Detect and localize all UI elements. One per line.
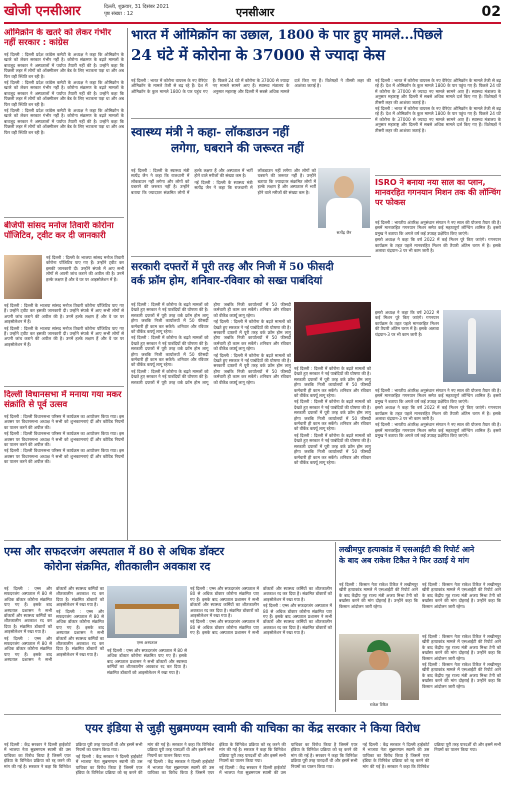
rocket-shape (468, 318, 476, 374)
horizontal-divider (4, 540, 501, 541)
story-headline: ओमिक्रोन के खतरे को लेकर गंभीर नहीं सरकार : कांग्रेस (4, 28, 111, 48)
lakhimpur-body-continued: नई दिल्ली : किसान नेता राकेश टिकैत ने लखीमपुर खीरी हत्याकांड मामले में एसआईटी की रिपोर्ट आने के बाद केंद्रीय गृह राज्य मंत्री अजय मिश्रा टेनी को बर्खास्त करने की मांग दोहराई है। उन्होंने कहा कि किसान आंदोलन जारी रहेगा। नई दिल्ली : किसान नेता राकेश टिकैत ने लखीमपुर खीरी हत्याकांड मामले में एसआईटी की रिपोर्ट आने के बाद केंद्रीय गृह राज्य मंत्री अजय मिश्रा टेनी को बर्खास्त करने की मांग दोहराई है। उन्होंने कहा कि किसान आंदोलन जारी रहेगा। (422, 634, 501, 689)
story-headline: दिल्ली विधानसभा में मनाया गया मकर संक्रांति से पूर्व उत्सव (4, 390, 122, 410)
health-body: नई दिल्ली : दिल्ली के स्वास्थ्य मंत्री सत्येंद्र जैन ने कहा कि राजधानी में लॉकडाउन नहीं लगेगा और लोगों को घबराने की जरूरत नहीं है। उन्होंने बताया कि ज्यादातर संक्रमित लोगों में हल्के लक्षण हैं और अस्पताल में भर्ती होने वाले मरीजों की संख्या कम है। नई दिल्ली : दिल्ली के स्वास्थ्य मंत्री सत्येंद्र जैन ने कहा कि राजधानी में लॉकडाउन नहीं लगेगा और लोगों को घबराने की जरूरत नहीं है। उन्होंने बताया कि ज्यादातर संक्रमित लोगों में हल्के लक्षण हैं और अस्पताल में भर्ती होने वाले मरीजों की संख्या कम है। (131, 168, 316, 195)
photo-caption: एम्स अस्पताल (136, 640, 158, 645)
satyendar-jain-photo (318, 168, 370, 228)
isro-body-more: नई दिल्ली : भारतीय अंतरिक्ष अनुसंधान संगठन ने नए साल की योजना तैयार की है। इसमें मानवरहित गगनयान मिशन समेत कई महत्वपूर्ण लॉन्चिंग शामिल हैं। इसरो प्रमुख ने बताया कि अगले वर्ष कई उपग्रह प्रक्षेपित किए जाएंगे। इसरो अध्यक्ष ने कहा कि वर्ष 2022 में कई मिशन पूरे किए जाएंगे। गगनयान कार्यक्रम के तहत पहले मानवरहित मिशन की तैयारी अंतिम चरण में है। इसके अलावा चंद्रयान-3 पर भी काम जारी है। नई दिल्ली : भारतीय अंतरिक्ष अनुसंधान संगठन ने नए साल की योजना तैयार की है। इसमें मानवरहित गगनयान मिशन समेत कई महत्वपूर्ण लॉन्चिंग शामिल हैं। इसरो प्रमुख ने बताया कि अगले वर्ष कई उपग्रह प्रक्षेपित किए जाएंगे। (375, 388, 501, 439)
photo-caption: राकेश टिकैत (369, 702, 389, 707)
isro-body-continued: इसरो अध्यक्ष ने कहा कि वर्ष 2022 में कई मिशन पूरे किए जाएंगे। गगनयान कार्यक्रम के तहत पहले मानवरहित मिशन की तैयारी अंतिम चरण में है। इसके अलावा चंद्रयान-3 पर भी काम जारी है। (375, 310, 439, 337)
lakhimpur-headline-line2: के बाद अब राकेश टिकैत ने फिर उठाई ये मांग (339, 556, 470, 565)
rakesh-tikait-photo (339, 634, 419, 700)
masthead-meta (104, 4, 254, 18)
aiims-body: नई दिल्ली : एम्स और सफदरजंग अस्पताल में 80 से अधिक डॉक्टर कोरोना संक्रमित पाए गए हैं। इसके बाद अस्पताल प्रशासन ने सभी डॉक्टरों और स्वास्थ्य कर्मियों का शीतकालीन अवकाश रद कर दिया है। संक्रमित डॉक्टरों को आइसोलेशन में रखा गया है। नई दिल्ली : एम्स और सफदरजंग अस्पताल में 80 से अधिक डॉक्टर कोरोना संक्रमित पाए गए हैं। इसके बाद अस्पताल प्रशासन ने सभी डॉक्टरों और स्वास्थ्य कर्मियों का शीतकालीन अवकाश रद कर दिया है। संक्रमित डॉक्टरों को आइसोलेशन में रखा गया है। नई दिल्ली : एम्स और सफदरजंग अस्पताल में 80 से अधिक डॉक्टर कोरोना संक्रमित पाए गए हैं। इसके बाद अस्पताल प्रशासन ने सभी डॉक्टरों और स्वास्थ्य कर्मियों का शीतकालीन अवकाश रद कर दिया है। संक्रमित डॉक्टरों को आइसोलेशन में रखा गया है। (4, 586, 104, 663)
masthead-pages: पृष्ठ संख्या : 12 (104, 11, 134, 17)
airindia-body-block (4, 742, 501, 798)
building-shape (115, 608, 179, 634)
airindia-headline: एयर इंडिया से जुड़ी सुब्रमण्यम स्वामी की याचिका का केंद्र सरकार ने किया विरोध (85, 721, 420, 735)
aiims-headline-line1: एम्स और सफदरजंग अस्पताल में 80 से अधिक डॉक्टर (4, 545, 225, 558)
lead-headline-block (131, 28, 501, 76)
lead-body-block (131, 78, 371, 116)
divider (375, 175, 501, 176)
health-headline-block (131, 124, 371, 166)
rocket-photo (443, 310, 501, 382)
aiims-body-right (190, 586, 332, 712)
airindia-body: नई दिल्ली : केंद्र सरकार ने दिल्ली हाईकोर्ट में भाजपा नेता सुब्रमण्यम स्वामी की उस याचिका का विरोध किया है जिसमें एयर इंडिया के विनिवेश प्रक्रिया को रद्द करने की मांग की गई है। सरकार ने कहा कि विनिवेश प्रक्रिया पूरी तरह पारदर्शी थी और इसमें सभी नियमों का पालन किया गया। नई दिल्ली : केंद्र सरकार ने दिल्ली हाईकोर्ट में भाजपा नेता सुब्रमण्यम स्वामी की उस याचिका का विरोध किया है जिसमें एयर इंडिया के विनिवेश प्रक्रिया को रद्द करने की मांग की गई है। सरकार ने कहा कि विनिवेश प्रक्रिया पूरी तरह पारदर्शी थी और इसमें सभी नियमों का पालन किया गया। नई दिल्ली : केंद्र सरकार ने दिल्ली हाईकोर्ट में भाजपा नेता सुब्रमण्यम स्वामी की उस याचिका का विरोध किया है जिसमें एयर इंडिया के विनिवेश प्रक्रिया को रद्द करने की मांग की गई है। सरकार ने कहा कि विनिवेश प्रक्रिया पूरी तरह पारदर्शी थी और इसमें सभी नियमों का पालन किया गया। नई दिल्ली : केंद्र सरकार ने दिल्ली हाईकोर्ट में भाजपा नेता सुब्रमण्यम स्वामी की उस याचिका का विरोध किया है जिसमें एयर इंडिया के विनिवेश प्रक्रिया को रद्द करने की मांग की गई है। सरकार ने कहा कि विनिवेश प्रक्रिया पूरी तरह पारदर्शी थी और इसमें सभी नियमों का पालन किया गया। नई दिल्ली : केंद्र सरकार ने दिल्ली हाईकोर्ट में भाजपा नेता सुब्रमण्यम स्वामी की उस याचिका का विरोध किया है जिसमें एयर इंडिया के विनिवेश प्रक्रिया को रद्द करने की मांग की गई है। सरकार ने कहा कि विनिवेश प्रक्रिया पूरी तरह पारदर्शी थी और इसमें सभी नियमों का पालन किया गया। (4, 742, 501, 776)
aiims-body-continued: नई दिल्ली : एम्स और सफदरजंग अस्पताल में 80 से अधिक डॉक्टर कोरोना संक्रमित पाए गए हैं। इसके बाद अस्पताल प्रशासन ने सभी डॉक्टरों और स्वास्थ्य कर्मियों का शीतकालीन अवकाश रद कर दिया है। संक्रमित डॉक्टरों को आइसोलेशन में रखा गया है। (107, 648, 187, 675)
masthead (4, 2, 501, 24)
airindia-headline-block (4, 718, 501, 740)
lakhimpur-body: नई दिल्ली : किसान नेता राकेश टिकैत ने लखीमपुर खीरी हत्याकांड मामले में एसआईटी की रिपोर्ट आने के बाद केंद्रीय गृह राज्य मंत्री अजय मिश्रा टेनी को बर्खास्त करने की मांग दोहराई है। उन्होंने कहा कि किसान आंदोलन जारी रहेगा। नई दिल्ली : किसान नेता राकेश टिकैत ने लखीमपुर खीरी हत्याकांड मामले में एसआईटी की रिपोर्ट आने के बाद केंद्रीय गृह राज्य मंत्री अजय मिश्रा टेनी को बर्खास्त करने की मांग दोहराई है। उन्होंने कहा कि किसान आंदोलन जारी रहेगा। (339, 582, 501, 609)
story-body: नई दिल्ली : दिल्ली प्रदेश कांग्रेस कमेटी के अध्यक्ष ने कहा कि ओमिक्रोन के खतरे को लेकर सरकार गंभीर नहीं है। कोरोना संक्रमण के बढ़ते मामलों के बावजूद सरकार ने अस्पतालों में पर्याप्त तैयारी नहीं की है। उन्होंने कहा कि पिछली लहर में लोगों को ऑक्सीजन और बेड के लिए भटकना पड़ा था और अब फिर वही स्थिति बन रही है। नई दिल्ली : दिल्ली प्रदेश कांग्रेस कमेटी के अध्यक्ष ने कहा कि ओमिक्रोन के खतरे को लेकर सरकार गंभीर नहीं है। कोरोना संक्रमण के बढ़ते मामलों के बावजूद सरकार ने अस्पतालों में पर्याप्त तैयारी नहीं की है। उन्होंने कहा कि पिछली लहर में लोगों को ऑक्सीजन और बेड के लिए भटकना पड़ा था और अब फिर वही स्थिति बन रही है। नई दिल्ली : दिल्ली प्रदेश कांग्रेस कमेटी के अध्यक्ष ने कहा कि ओमिक्रोन के खतरे को लेकर सरकार गंभीर नहीं है। कोरोना संक्रमण के बढ़ते मामलों के बावजूद सरकार ने अस्पतालों में पर्याप्त तैयारी नहीं की है। उन्होंने कहा कि पिछली लहर में लोगों को ऑक्सीजन और बेड के लिए भटकना पड़ा था और अब फिर वही स्थिति बन रही है। (4, 52, 124, 135)
health-body-block (131, 168, 316, 254)
manoj-tiwari-photo (4, 255, 42, 299)
lakhimpur-headline-line1: लखीमपुर हत्याकांड में एसआईटी की रिपोर्ट आने (339, 545, 475, 554)
column-divider (127, 28, 128, 540)
story-body-continued: नई दिल्ली : दिल्ली के भाजपा सांसद मनोज तिवारी कोरोना पॉजिटिव पाए गए हैं। उन्होंने ट्वीट कर इसकी जानकारी दी। उन्होंने संपर्क में आए सभी लोगों से अपनी जांच कराने की अपील की है। उनमें हल्के लक्षण हैं और वे घर पर आइसोलेशन में हैं। नई दिल्ली : दिल्ली के भाजपा सांसद मनोज तिवारी कोरोना पॉजिटिव पाए गए हैं। उन्होंने ट्वीट कर इसकी जानकारी दी। उन्होंने संपर्क में आए सभी लोगों से अपनी जांच कराने की अपील की है। उनमें हल्के लक्षण हैं और वे घर पर आइसोलेशन में हैं। (4, 303, 124, 347)
face-shape (334, 176, 354, 198)
health-headline-line1: स्वास्थ्य मंत्री ने कहा- लॉकडाउन नहीं (131, 125, 289, 139)
story-body: नई दिल्ली : दिल्ली के भाजपा सांसद मनोज तिवारी कोरोना पॉजिटिव पाए गए हैं। उन्होंने ट्वीट कर इसकी जानकारी दी। उन्होंने संपर्क में आए सभी लोगों से अपनी जांच कराने की अपील की है। उनमें हल्के लक्षण हैं और वे घर पर आइसोलेशन में हैं। (46, 255, 124, 282)
column-divider (335, 542, 336, 712)
wfh-body: नई दिल्ली : दिल्ली में कोरोना के बढ़ते मामलों को देखते हुए सरकार ने नई पाबंदियों की घोषणा की है। सरकारी दफ्तरों में पूरी तरह वर्क फ्रॉम होम लागू होगा जबकि निजी कार्यालयों में 50 फीसदी कर्मचारी ही काम कर सकेंगे। शनिवार और रविवार को वीकेंड कर्फ्यू लागू रहेगा। नई दिल्ली : दिल्ली में कोरोना के बढ़ते मामलों को देखते हुए सरकार ने नई पाबंदियों की घोषणा की है। सरकारी दफ्तरों में पूरी तरह वर्क फ्रॉम होम लागू होगा जबकि निजी कार्यालयों में 50 फीसदी कर्मचारी ही काम कर सकेंगे। शनिवार और रविवार को वीकेंड कर्फ्यू लागू रहेगा। नई दिल्ली : दिल्ली में कोरोना के बढ़ते मामलों को देखते हुए सरकार ने नई पाबंदियों की घोषणा की है। सरकारी दफ्तरों में पूरी तरह वर्क फ्रॉम होम लागू होगा जबकि निजी कार्यालयों में 50 फीसदी कर्मचारी ही काम कर सकेंगे। शनिवार और रविवार को वीकेंड कर्फ्यू लागू रहेगा। नई दिल्ली : दिल्ली में कोरोना के बढ़ते मामलों को देखते हुए सरकार ने नई पाबंदियों की घोषणा की है। सरकारी दफ्तरों में पूरी तरह वर्क फ्रॉम होम लागू होगा जबकि निजी कार्यालयों में 50 फीसदी कर्मचारी ही काम कर सकेंगे। शनिवार और रविवार को वीकेंड कर्फ्यू लागू रहेगा। नई दिल्ली : दिल्ली में कोरोना के बढ़ते मामलों को देखते हुए सरकार ने नई पाबंदियों की घोषणा की है। सरकारी दफ्तरों में पूरी तरह वर्क फ्रॉम होम लागू होगा जबकि निजी कार्यालयों में 50 फीसदी कर्मचारी ही काम कर सकेंगे। शनिवार और रविवार को वीकेंड कर्फ्यू लागू रहेगा। (131, 302, 291, 385)
lead-body: नई दिल्ली : भारत में कोरोना वायरस के नए वेरिएंट ओमिक्रॉन के मामले तेजी से बढ़ रहे हैं। देश में ओमिक्रॉन के कुल मामले 1800 के पार पहुंच गए हैं। पिछले 24 घंटे में कोरोना के 37000 से ज्यादा नए मामले सामने आए हैं। स्वास्थ्य मंत्रालय के अनुसार महाराष्ट्र और दिल्ली में सबसे अधिक मामले दर्ज किए गए हैं। विशेषज्ञों ने तीसरी लहर की आशंका जताई है। (131, 78, 371, 94)
story-body: नई दिल्ली : दिल्ली विधानसभा परिसर में कार्यक्रम का आयोजन किया गया। इस अवसर पर विधानसभा अध्यक्ष ने सभी को शुभकामनाएं दीं और कोविड नियमों का पालन करने की अपील की। नई दिल्ली : दिल्ली विधानसभा परिसर में कार्यक्रम का आयोजन किया गया। इस अवसर पर विधानसभा अध्यक्ष ने सभी को शुभकामनाएं दीं और कोविड नियमों का पालन करने की अपील की। नई दिल्ली : दिल्ली विधानसभा परिसर में कार्यक्रम का आयोजन किया गया। इस अवसर पर विधानसभा अध्यक्ष ने सभी को शुभकामनाएं दीं और कोविड नियमों का पालन करने की अपील की। (4, 414, 124, 465)
roof-shape (115, 604, 179, 609)
divider (4, 217, 124, 218)
wfh-headline-line2: वर्क फ्रॉम होम, शनिवार-रविवार को सख्त पाबंदियां (131, 275, 323, 287)
lead-headline-line1: भारत में ओमिक्रॉन का उछाल, 1800 के पार हुए मामले...पिछले (131, 28, 443, 43)
divider (4, 386, 124, 387)
masthead-date: दिल्ली, शुक्रवार, 31 दिसंबर 2021 (104, 4, 170, 10)
lockdown-photo (294, 302, 371, 362)
aiims-body-block (4, 586, 104, 712)
wfh-headline-line1: सरकारी दफ्तरों में पूरी तरह और निजी में 50 फीसदी (131, 261, 334, 273)
horizontal-divider (4, 714, 501, 715)
lead-headline-line2: 24 घंटे में कोरोना के 37000 से ज्यादा केस (131, 46, 386, 64)
isro-body: नई दिल्ली : भारतीय अंतरिक्ष अनुसंधान संगठन ने नए साल की योजना तैयार की है। इसमें मानवरहित गगनयान मिशन समेत कई महत्वपूर्ण लॉन्चिंग शामिल हैं। इसरो प्रमुख ने बताया कि अगले वर्ष कई उपग्रह प्रक्षेपित किए जाएंगे। इसरो अध्यक्ष ने कहा कि वर्ष 2022 में कई मिशन पूरे किए जाएंगे। गगनयान कार्यक्रम के तहत पहले मानवरहित मिशन की तैयारी अंतिम चरण में है। इसके अलावा चंद्रयान-3 पर भी काम जारी है। (375, 220, 501, 254)
isro-photo-block (375, 310, 501, 386)
story-block (4, 253, 124, 383)
wfh-body-continued: नई दिल्ली : दिल्ली में कोरोना के बढ़ते मामलों को देखते हुए सरकार ने नई पाबंदियों की घोषणा की है। सरकारी दफ्तरों में पूरी तरह वर्क फ्रॉम होम लागू होगा जबकि निजी कार्यालयों में 50 फीसदी कर्मचारी ही काम कर सकेंगे। शनिवार और रविवार को वीकेंड कर्फ्यू लागू रहेगा। नई दिल्ली : दिल्ली में कोरोना के बढ़ते मामलों को देखते हुए सरकार ने नई पाबंदियों की घोषणा की है। सरकारी दफ्तरों में पूरी तरह वर्क फ्रॉम होम लागू होगा जबकि निजी कार्यालयों में 50 फीसदी कर्मचारी ही काम कर सकेंगे। शनिवार और रविवार को वीकेंड कर्फ्यू लागू रहेगा। नई दिल्ली : दिल्ली में कोरोना के बढ़ते मामलों को देखते हुए सरकार ने नई पाबंदियों की घोषणा की है। सरकारी दफ्तरों में पूरी तरह वर्क फ्रॉम होम लागू होगा जबकि निजी कार्यालयों में 50 फीसदी कर्मचारी ही काम कर सकेंगे। शनिवार और रविवार को वीकेंड कर्फ्यू लागू रहेगा। (294, 366, 371, 465)
divider (131, 256, 371, 257)
story-headline: बीजेपी सांसद मनोज तिवारी कोरोना पॉजिटिव, ट्वीट कर दी जानकारी (4, 221, 114, 241)
aiims-headline-line2: कोरोना संक्रमित, शीतकालीन अवकाश रद (44, 560, 211, 573)
left-column (4, 28, 124, 538)
aiims-body-mid (107, 648, 187, 712)
shoulders-shape (357, 670, 401, 700)
newspaper-logo: खोजी एनसीआर (4, 4, 81, 19)
section-title: एनसीआर (236, 6, 275, 19)
wfh-headline-block (131, 260, 371, 300)
shoulders-shape (326, 198, 362, 228)
lakhimpur-body-side (422, 634, 501, 712)
wfh-body-side (294, 366, 371, 538)
aiims-body-continued: नई दिल्ली : एम्स और सफदरजंग अस्पताल में 80 से अधिक डॉक्टर कोरोना संक्रमित पाए गए हैं। इसके बाद अस्पताल प्रशासन ने सभी डॉक्टरों और स्वास्थ्य कर्मियों का शीतकालीन अवकाश रद कर दिया है। संक्रमित डॉक्टरों को आइसोलेशन में रखा गया है। नई दिल्ली : एम्स और सफदरजंग अस्पताल में 80 से अधिक डॉक्टर कोरोना संक्रमित पाए गए हैं। इसके बाद अस्पताल प्रशासन ने सभी डॉक्टरों और स्वास्थ्य कर्मियों का शीतकालीन अवकाश रद कर दिया है। संक्रमित डॉक्टरों को आइसोलेशन में रखा गया है। नई दिल्ली : एम्स और सफदरजंग अस्पताल में 80 से अधिक डॉक्टर कोरोना संक्रमित पाए गए हैं। इसके बाद अस्पताल प्रशासन ने सभी डॉक्टरों और स्वास्थ्य कर्मियों का शीतकालीन अवकाश रद कर दिया है। संक्रमित डॉक्टरों को आइसोलेशन में रखा गया है। (190, 586, 332, 636)
divider (131, 118, 371, 119)
wfh-body-block (131, 302, 291, 538)
lakhimpur-body-block (339, 582, 501, 632)
banner-shape (306, 318, 361, 335)
face-shape (369, 650, 389, 670)
page-number: 02 (481, 4, 501, 20)
aiims-hospital-photo (107, 586, 187, 638)
isro-headline: ISRO ने बनाया नया साल का प्लान, मानवरहित गगनयान मिशन तक की लॉन्चिंग पर फोकस (375, 178, 501, 207)
health-headline-line2: लगेगा, घबराने की जरूरत नहीं (171, 141, 304, 155)
photo-caption: सत्येंद्र जैन (336, 230, 352, 235)
isro-story (375, 78, 501, 538)
lakhimpur-headline-block (339, 544, 501, 580)
aiims-headline-block (4, 544, 332, 584)
lead-body-continued: नई दिल्ली : भारत में कोरोना वायरस के नए वेरिएंट ओमिक्रॉन के मामले तेजी से बढ़ रहे हैं। देश में ओमिक्रॉन के कुल मामले 1800 के पार पहुंच गए हैं। पिछले 24 घंटे में कोरोना के 37000 से ज्यादा नए मामले सामने आए हैं। स्वास्थ्य मंत्रालय के अनुसार महाराष्ट्र और दिल्ली में सबसे अधिक मामले दर्ज किए गए हैं। विशेषज्ञों ने तीसरी लहर की आशंका जताई है। नई दिल्ली : भारत में कोरोना वायरस के नए वेरिएंट ओमिक्रॉन के मामले तेजी से बढ़ रहे हैं। देश में ओमिक्रॉन के कुल मामले 1800 के पार पहुंच गए हैं। पिछले 24 घंटे में कोरोना के 37000 से ज्यादा नए मामले सामने आए हैं। स्वास्थ्य मंत्रालय के अनुसार महाराष्ट्र और दिल्ली में सबसे अधिक मामले दर्ज किए गए हैं। विशेषज्ञों ने तीसरी लहर की आशंका जताई है। (375, 78, 501, 133)
